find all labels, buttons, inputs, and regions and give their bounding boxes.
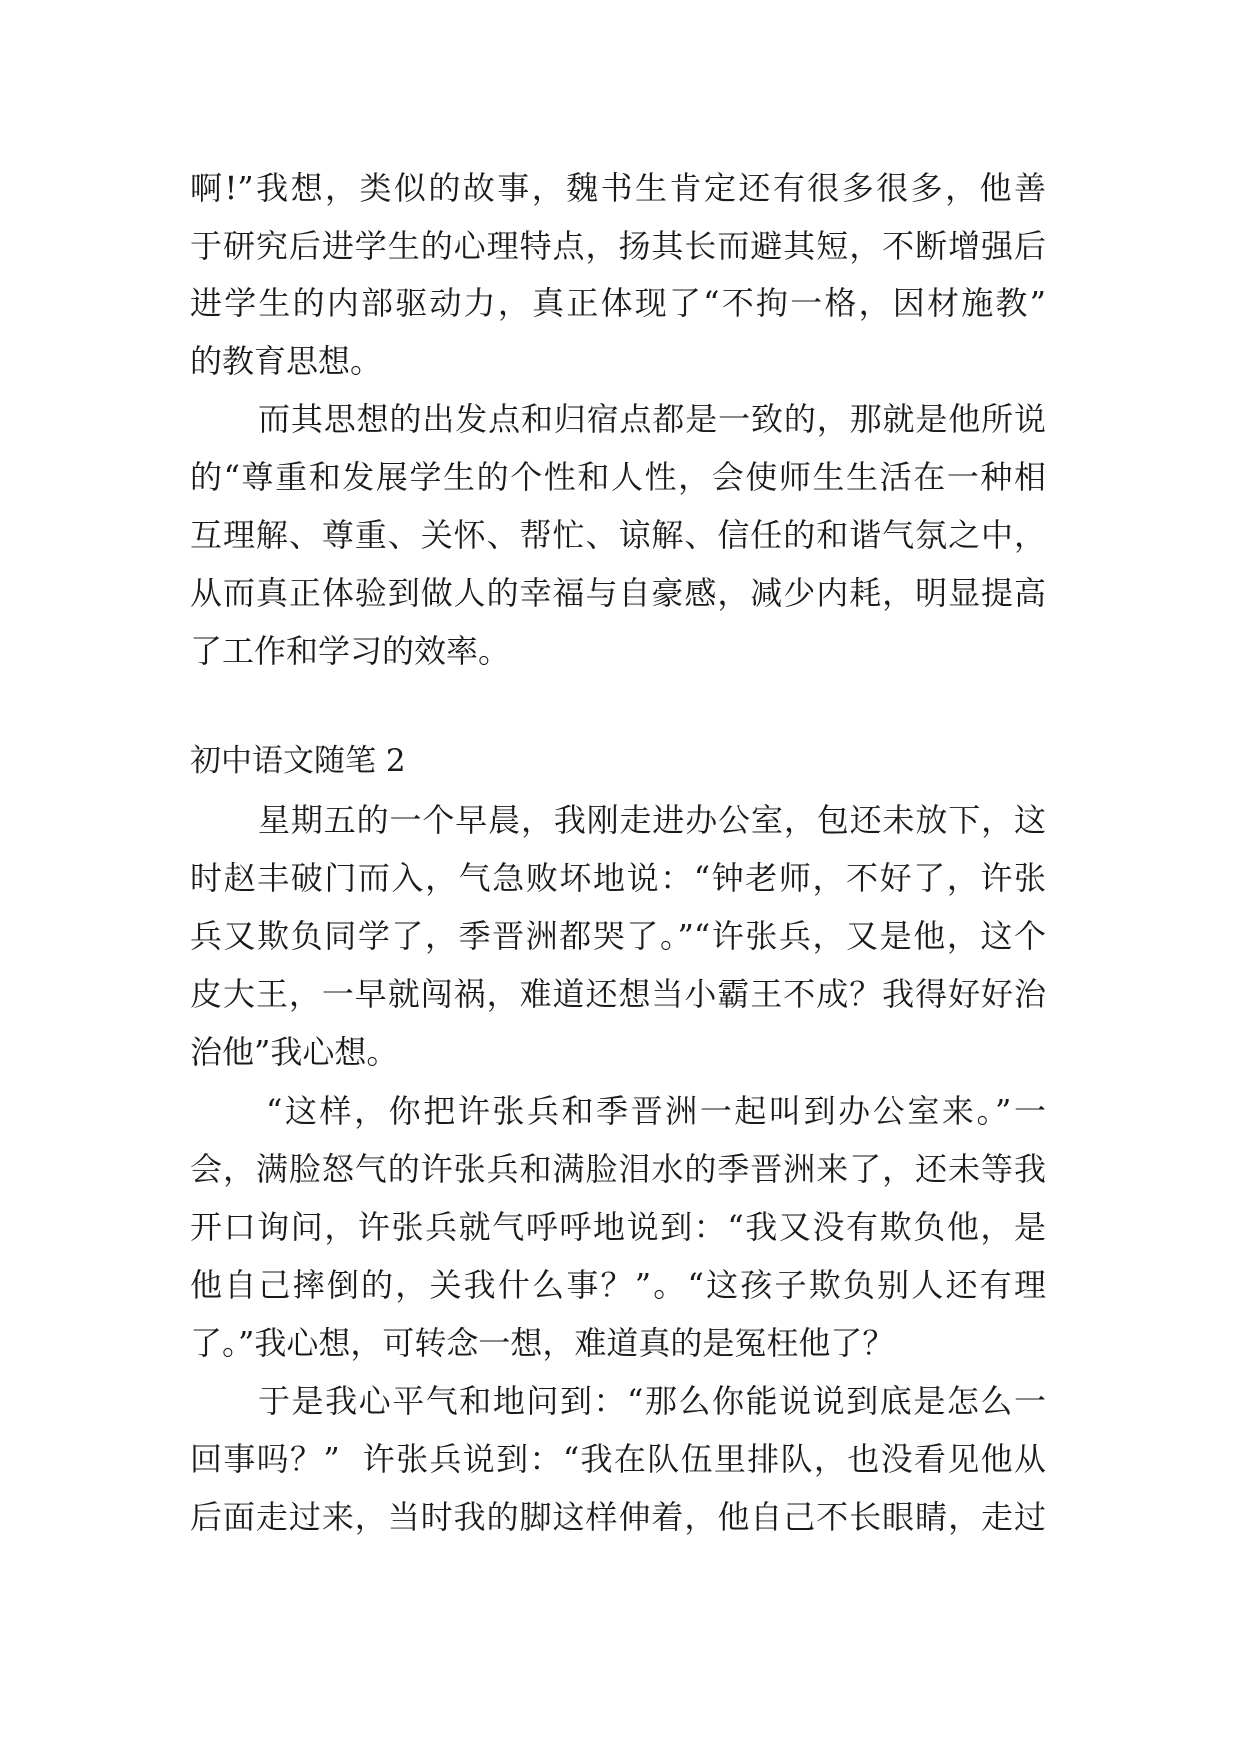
paragraph-line: 啊!”我想，类似的故事，魏书生肯定还有很多很多，他善 [190, 169, 1046, 207]
paragraph-line: 回事吗？” 许张兵说到：“我在队伍里排队，也没看见他从 [190, 1440, 1046, 1478]
paragraph-line: 于是我心平气和地问到：“那么你能说说到底是怎么一 [258, 1382, 1046, 1420]
paragraph-line: 时赵丰破门而入，气急败坏地说：“钟老师，不好了，许张 [190, 859, 1046, 897]
paragraph-line: 星期五的一个早晨，我刚走进办公室，包还未放下，这 [258, 801, 1046, 839]
paragraph-line: 后面走过来，当时我的脚这样伸着，他自己不长眼睛，走过 [190, 1498, 1046, 1536]
section-title: 初中语文随笔 2 [190, 743, 406, 779]
paragraph-line: 互理解、尊重、关怀、帮忙、谅解、信任的和谐气氛之中， [190, 516, 1046, 554]
paragraph-line: 皮大王，一早就闯祸，难道还想当小霸王不成？我得好好治 [190, 975, 1046, 1013]
paragraph-line: 兵又欺负同学了，季晋洲都哭了。”“许张兵，又是他，这个 [190, 917, 1046, 955]
paragraph-line: 而其思想的出发点和归宿点都是一致的，那就是他所说 [258, 400, 1046, 438]
paragraph-line: 了。”我心想，可转念一想，难道真的是冤枉他了？ [190, 1324, 895, 1362]
paragraph-line: 他自己摔倒的，关我什么事？”。“这孩子欺负别人还有理 [190, 1266, 1046, 1304]
paragraph-line: 的教育思想。 [190, 342, 383, 380]
paragraph-line: 了工作和学习的效率。 [190, 632, 511, 670]
paragraph-line: 从而真正体验到做人的幸福与自豪感，减少内耗，明显提高 [190, 574, 1046, 612]
paragraph-line: 的“尊重和发展学生的个性和人性，会使师生生活在一种相 [190, 458, 1046, 496]
paragraph-line: 治他”我心想。 [190, 1033, 399, 1071]
paragraph-line: 进学生的内部驱动力，真正体现了“不拘一格，因材施教” [190, 284, 1046, 322]
paragraph-line: 开口询问，许张兵就气呼呼地说到：“我又没有欺负他，是 [190, 1208, 1046, 1246]
paragraph-line: 于研究后进学生的心理特点，扬其长而避其短，不断增强后 [190, 227, 1046, 265]
paragraph-line: “这样，你把许张兵和季晋洲一起叫到办公室来。”一 [266, 1092, 1046, 1130]
paragraph-line: 会，满脸怒气的许张兵和满脸泪水的季晋洲来了，还未等我 [190, 1150, 1046, 1188]
